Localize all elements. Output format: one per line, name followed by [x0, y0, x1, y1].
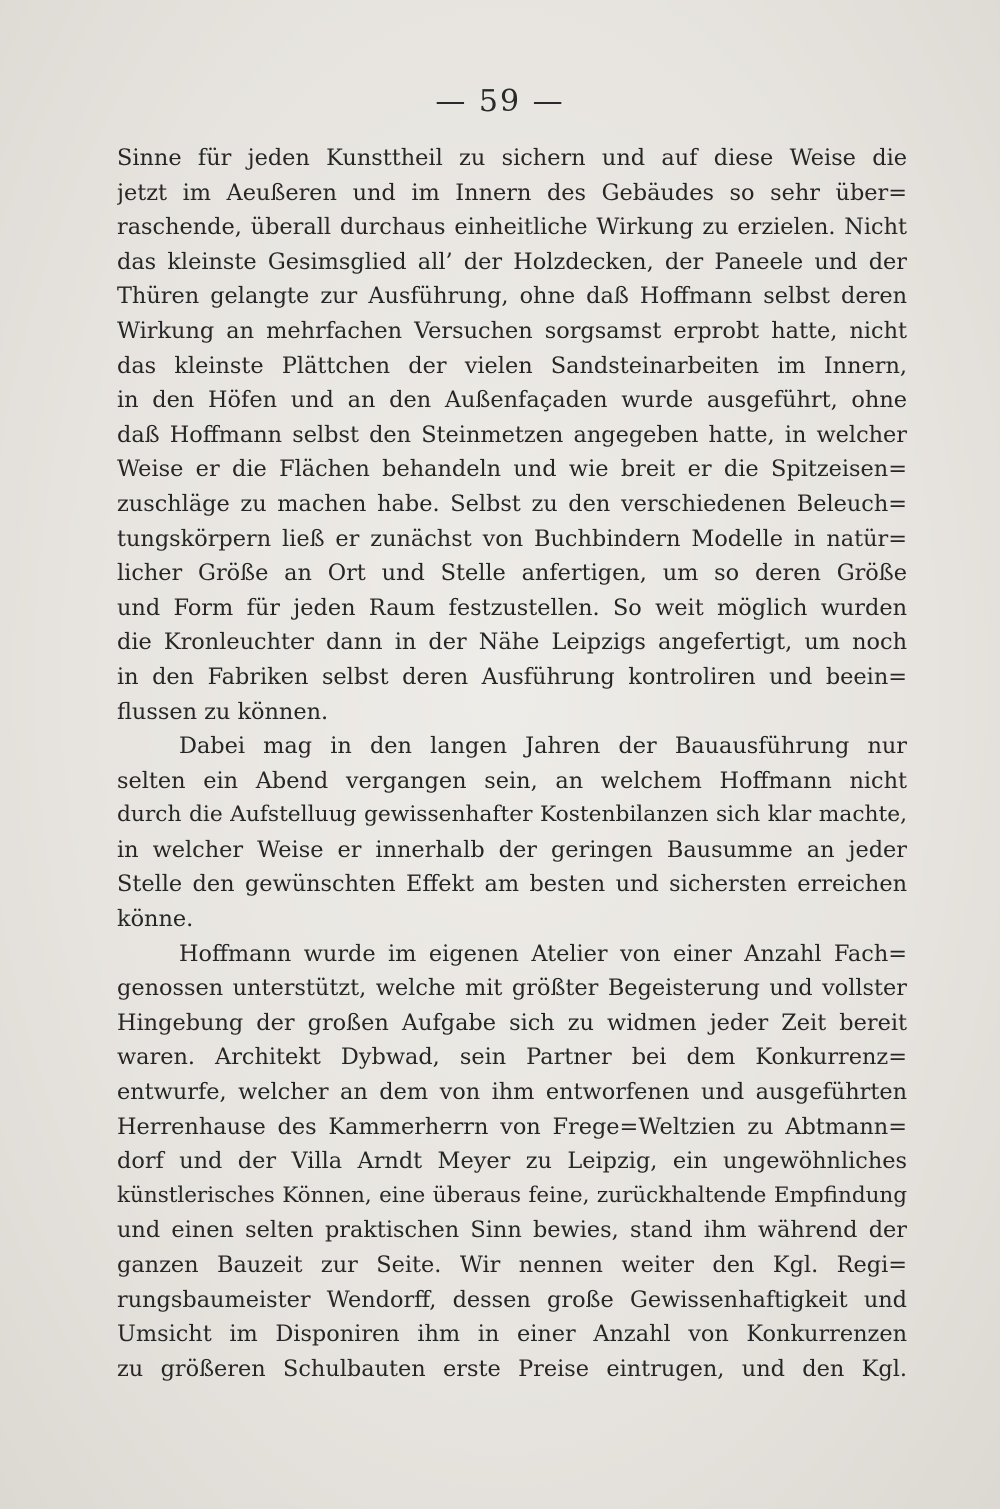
text-line: flussen zu können.: [117, 698, 329, 725]
text-line: selten ein Abend vergangen sein, an welchem Hoffmann nicht: [117, 767, 907, 794]
page-number: — 59 —: [435, 84, 565, 119]
text-line: Stelle den gewünschten Effekt am besten und sichersten erreichen: [117, 871, 907, 898]
text-line: in welcher Weise er innerhalb der geringen Bausumme an jeder: [117, 836, 907, 863]
text-line: raschende, überall durchaus einheitliche Wirkung zu erzielen. Nicht: [117, 214, 907, 241]
text-line: zuschläge zu machen habe. Selbst zu den verschiedenen Beleuch=: [117, 490, 907, 517]
text-line: in den Höfen und an den Außenfaçaden wurde ausgeführt, ohne: [117, 387, 907, 414]
text-line: jetzt im Aeußeren und im Innern des Gebäudes so sehr über=: [117, 179, 907, 206]
text-line: Thüren gelangte zur Ausführung, ohne daß Hoffmann selbst deren: [117, 283, 907, 310]
text-line: Wirkung an mehrfachen Versuchen sorgsamst erprobt hatte, nicht: [117, 317, 907, 344]
text-line: licher Größe an Ort und Stelle anfertigen, um so deren Größe: [117, 560, 907, 587]
text-line: die Kronleuchter dann in der Nähe Leipzigs angefertigt, um noch: [117, 629, 907, 656]
text-line: Herrenhause des Kammerherrn von Frege=Weltzien zu Abtmann=: [117, 1113, 907, 1140]
text-line: könne.: [117, 906, 194, 933]
text-line: waren. Architekt Dybwad, sein Partner bei dem Konkurrenz=: [117, 1044, 907, 1071]
text-line: Hingebung der großen Aufgabe sich zu widmen jeder Zeit bereit: [117, 1009, 907, 1036]
text-line: genossen unterstützt, welche mit größter Begeisterung und vollster: [117, 975, 907, 1002]
text-line: und Form für jeden Raum festzustellen. So weit möglich wurden: [117, 594, 907, 621]
body-text: [117, 141, 907, 1386]
text-line: entwurfe, welcher an dem von ihm entworfenen und ausgeführten: [117, 1079, 907, 1106]
text-line: daß Hoffmann selbst den Steinmetzen angegeben hatte, in welcher: [117, 421, 907, 448]
text-line: das kleinste Gesimsglied all’ der Holzdecken, der Paneele und der: [117, 248, 907, 275]
text-line: ganzen Bauzeit zur Seite. Wir nennen weiter den Kgl. Regi=: [117, 1252, 907, 1278]
text-line: tungskörpern ließ er zunächst von Buchbindern Modelle in natür=: [117, 525, 907, 552]
text-line: Weise er die Flächen behandeln und wie breit er die Spitzeisen=: [117, 456, 907, 483]
text-line: Hoffmann wurde im eigenen Atelier von einer Anzahl Fach=: [179, 940, 907, 967]
text-line: Sinne für jeden Kunsttheil zu sichern und auf diese Weise die: [117, 145, 907, 171]
text-line: zu größeren Schulbauten erste Preise eintrugen, und den Kgl.: [117, 1355, 907, 1382]
text-line: rungsbaumeister Wendorff, dessen große Gewissenhaftigkeit und: [117, 1286, 907, 1313]
text-line: künstlerisches Können, eine überaus feine, zurückhaltende Empfindung: [117, 1182, 907, 1208]
text-line: in den Fabriken selbst deren Ausführung kontroliren und beein=: [117, 663, 907, 690]
text-line: dorf und der Villa Arndt Meyer zu Leipzig, ein ungewöhnliches: [117, 1148, 907, 1175]
text-line: das kleinste Plättchen der vielen Sandsteinarbeiten im Innern,: [117, 352, 907, 379]
text-line: Umsicht im Disponiren ihm in einer Anzahl von Konkurrenzen: [117, 1321, 907, 1348]
text-line: und einen selten praktischen Sinn bewies, stand ihm während der: [117, 1217, 907, 1244]
text-line: durch die Aufstelluug gewissenhafter Kostenbilanzen sich klar machte,: [117, 802, 907, 828]
text-line: Dabei mag in den langen Jahren der Bauausführung nur: [179, 733, 907, 760]
